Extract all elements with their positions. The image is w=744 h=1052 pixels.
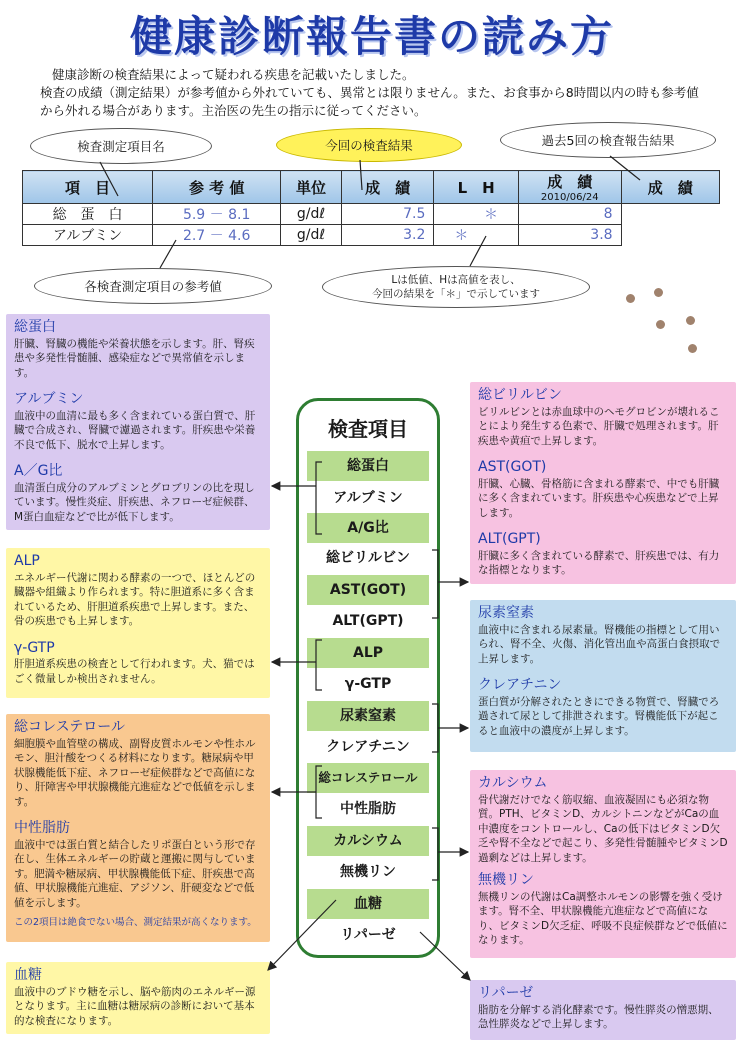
callout-reference-text: 各検査測定項目の参考値 bbox=[84, 279, 222, 294]
row-value: 7.5 bbox=[341, 204, 433, 225]
center-item: 尿素窒素 bbox=[307, 701, 429, 731]
box-desc: 血液中に含まれる尿素量。腎機能の指標として用いられ、腎不全、火傷、消化管出血や高蛋白食摂取で上昇します。 bbox=[478, 623, 721, 665]
center-item: リパーゼ bbox=[340, 927, 396, 943]
box-desc: 肝臓、腎臓の機能や栄養状態を示します。肝、腎疾患や多発性骨髄腫、感染症などで異常値を示します。 bbox=[14, 337, 255, 379]
intro-line-2: 検査の成績（測定結果）が参考値から外れていても、異常とは限りません。また、お食事から8時間以内の時も参考値 bbox=[40, 85, 699, 100]
bracket-alp bbox=[316, 640, 322, 690]
box-title: ALT(GPT) bbox=[478, 531, 541, 547]
center-item: ALT(GPT) bbox=[332, 613, 404, 629]
box-title: 血糖 bbox=[14, 967, 42, 983]
pointer-item-name bbox=[100, 162, 118, 196]
box-desc: 細胞膜や血管壁の構成、副腎皮質ホルモンや性ホルモン、胆汁酸をつくる材料になります。糖尿病や甲状腺機能低下症、ネフローゼ症候群などで高値になり、肝障害や甲状腺機能亢進症などで低値を示します。 bbox=[14, 737, 256, 808]
box-desc: ビリルビンとは赤血球中のヘモグロビンが壊れることにより発生する色素で、肝臓で処理されます。肝疾患や黄疸で上昇します。 bbox=[478, 405, 720, 447]
center-item: 総蛋白 bbox=[307, 451, 429, 481]
bracket-bun bbox=[432, 704, 438, 752]
row-unit: g/dℓ bbox=[281, 225, 342, 246]
box-title: AST(GOT) bbox=[478, 459, 547, 475]
arrow-glucose bbox=[268, 900, 336, 970]
box-title: 総蛋白 bbox=[14, 319, 56, 335]
pointer-past bbox=[610, 156, 640, 180]
box-title: 総コレステロール bbox=[14, 719, 126, 735]
box-desc: 骨代謝だけでなく筋収縮、血液凝固にも必須な物質。PTH、ビタミンD、カルシトニンなどがCaの血中濃度をコントロールし、Caの低下はビタミンD欠乏や腎不全などで起こり、多発性骨髄腫やビタミンD過剰などは上昇します。 bbox=[478, 793, 728, 864]
center-item: γ-GTP bbox=[344, 676, 392, 692]
box-title: クレアチニン bbox=[478, 677, 562, 693]
center-item: 無機リン bbox=[340, 864, 396, 880]
pointer-reference bbox=[160, 240, 176, 268]
box-title: リパーゼ bbox=[478, 985, 534, 1001]
center-item: 総ビリルビン bbox=[326, 550, 410, 566]
box-desc: 血液中では蛋白質と結合したリポ蛋白という形で存在し、生体エネルギーの貯蔵と運搬に関与しています。肥満や糖尿病、甲状腺機能低下症、肝疾患で高値、甲状腺機能亢進症、アジソン、肝硬変などで低値を示します。 bbox=[14, 838, 256, 909]
box-desc: 肝臓、心臓、骨格筋に含まれる酵素で、中でも肝臓に多く含まれています。肝疾患や心疾患などで上昇します。 bbox=[478, 477, 720, 519]
center-item: 血糖 bbox=[307, 889, 429, 919]
box-desc: 血液中の血清に最も多く含まれている蛋白質で、肝臓で合成され、腎臓で濾過されます。肝疾患や栄養不良で低下、脱水で上昇します。 bbox=[14, 409, 256, 451]
arrow-lipase bbox=[420, 932, 470, 980]
row-lh: ＊ bbox=[434, 204, 519, 225]
center-item: 総コレステロール bbox=[307, 763, 429, 793]
pointer-lh bbox=[470, 236, 486, 266]
box-desc: エネルギー代謝に関わる酵素の一つで、ほとんどの臓器や組織より作られます。特に胆道系に多く含まれているため、肝胆道系疾患で上昇します。また、骨の疾患でも上昇します。 bbox=[14, 571, 256, 627]
header-value: 成 績 bbox=[341, 171, 433, 204]
bracket-bilirubin bbox=[432, 550, 438, 618]
row-ref: 2.7 － 4.6 bbox=[153, 225, 281, 246]
row-lh: ＊ bbox=[434, 225, 519, 246]
header-lh: L H bbox=[434, 171, 519, 204]
bracket-chol bbox=[316, 766, 322, 818]
header-item: 項 目 bbox=[23, 171, 153, 204]
box-desc: 脂肪を分解する消化酵素です。慢性膵炎の憎悪期、急性膵炎などで上昇します。 bbox=[478, 1003, 719, 1030]
callout-item-name-text: 検査測定項目名 bbox=[77, 139, 165, 154]
box-note: この2項目は絶食でない場合、測定結果が高くなります。 bbox=[14, 917, 257, 928]
row-unit: g/dℓ bbox=[281, 204, 342, 225]
center-item: ALP bbox=[307, 638, 429, 668]
header-past-value-2: 成 績 bbox=[621, 171, 719, 204]
box-title: ALP bbox=[14, 553, 40, 569]
box-title: A／G比 bbox=[14, 463, 63, 479]
box-desc: 血液中のブドウ糖を示し、脳や筋肉のエネルギー源となります。主に血糖は糖尿病の診断において基本的な検査になります。 bbox=[14, 985, 256, 1027]
header-unit: 単位 bbox=[281, 171, 342, 204]
page-title: 健康診断報告書の読み方 bbox=[129, 12, 614, 61]
box-title: アルブミン bbox=[14, 391, 84, 407]
box-title: γ-GTP bbox=[14, 639, 55, 656]
center-item: 中性脂肪 bbox=[340, 801, 396, 817]
row-name: アルブミン bbox=[23, 225, 153, 246]
box-desc: 肝胆道系疾患の検査として行われます。犬、猫ではごく微量しか検出されません。 bbox=[14, 658, 255, 685]
intro-line-1: 健康診断の検査結果によって疑われる疾患を記載いたしました。 bbox=[52, 67, 415, 82]
box-title: 尿素窒素 bbox=[478, 605, 534, 621]
row-ref: 5.9 － 8.1 bbox=[153, 204, 281, 225]
box-title: 総ビリルビン bbox=[478, 387, 562, 403]
center-item: AST(GOT) bbox=[307, 575, 429, 605]
callout-lh-line1: Lは低値、Hは高値を表し、 bbox=[391, 274, 521, 286]
box-desc: 肝臓に多く含まれている酵素で、肝疾患では、有力な指標となります。 bbox=[478, 549, 720, 576]
box-title: カルシウム bbox=[478, 775, 548, 791]
header-past-value-label: 成 績 bbox=[547, 173, 593, 191]
box-title: 無機リン bbox=[478, 872, 534, 888]
box-desc: 無機リンの代謝はCa調整ホルモンの影響を強く受けます。腎不全、甲状腺機能亢進症などで高値になり、ビタミンD欠乏症、呼吸不良症候群などで低値になります。 bbox=[478, 890, 728, 946]
callout-lh-line2: 今回の結果を「＊」で示しています bbox=[372, 288, 540, 300]
header-reference: 参 考 値 bbox=[153, 171, 281, 204]
box-desc: 蛋白質が分解されたときにできる物質で、腎臓でろ過されて尿として排泄されます。腎機能低下が起こると血液中の濃度が上昇します。 bbox=[478, 695, 720, 737]
row-name: 総 蛋 白 bbox=[23, 204, 153, 225]
pointer-current bbox=[360, 160, 362, 190]
center-item: クレアチニン bbox=[326, 739, 410, 755]
box-title: 中性脂肪 bbox=[14, 820, 70, 836]
past-date: 2010/06/24 bbox=[540, 192, 599, 203]
center-item: A/G比 bbox=[307, 513, 429, 543]
box-desc: 血清蛋白成分のアルブミンとグロブリンの比を現しています。慢性炎症、肝疾患、ネフローゼ症候群、M蛋白血症などで比が低下します。 bbox=[14, 481, 255, 523]
center-heading: 検査項目 bbox=[328, 417, 408, 441]
callout-current-text: 今回の検査結果 bbox=[325, 138, 413, 153]
row-past: 3.8 bbox=[518, 225, 621, 246]
center-item: カルシウム bbox=[307, 826, 429, 856]
row-past: 8 bbox=[518, 204, 621, 225]
bracket-calcium bbox=[432, 828, 438, 880]
center-item: アルブミン bbox=[333, 490, 403, 506]
intro-line-3: から外れる場合があります。主治医の先生の指示に従ってください。 bbox=[40, 103, 427, 118]
bracket-protein bbox=[316, 462, 322, 534]
row-value: 3.2 bbox=[341, 225, 433, 246]
callout-past-text: 過去5回の検査報告結果 bbox=[541, 133, 675, 148]
